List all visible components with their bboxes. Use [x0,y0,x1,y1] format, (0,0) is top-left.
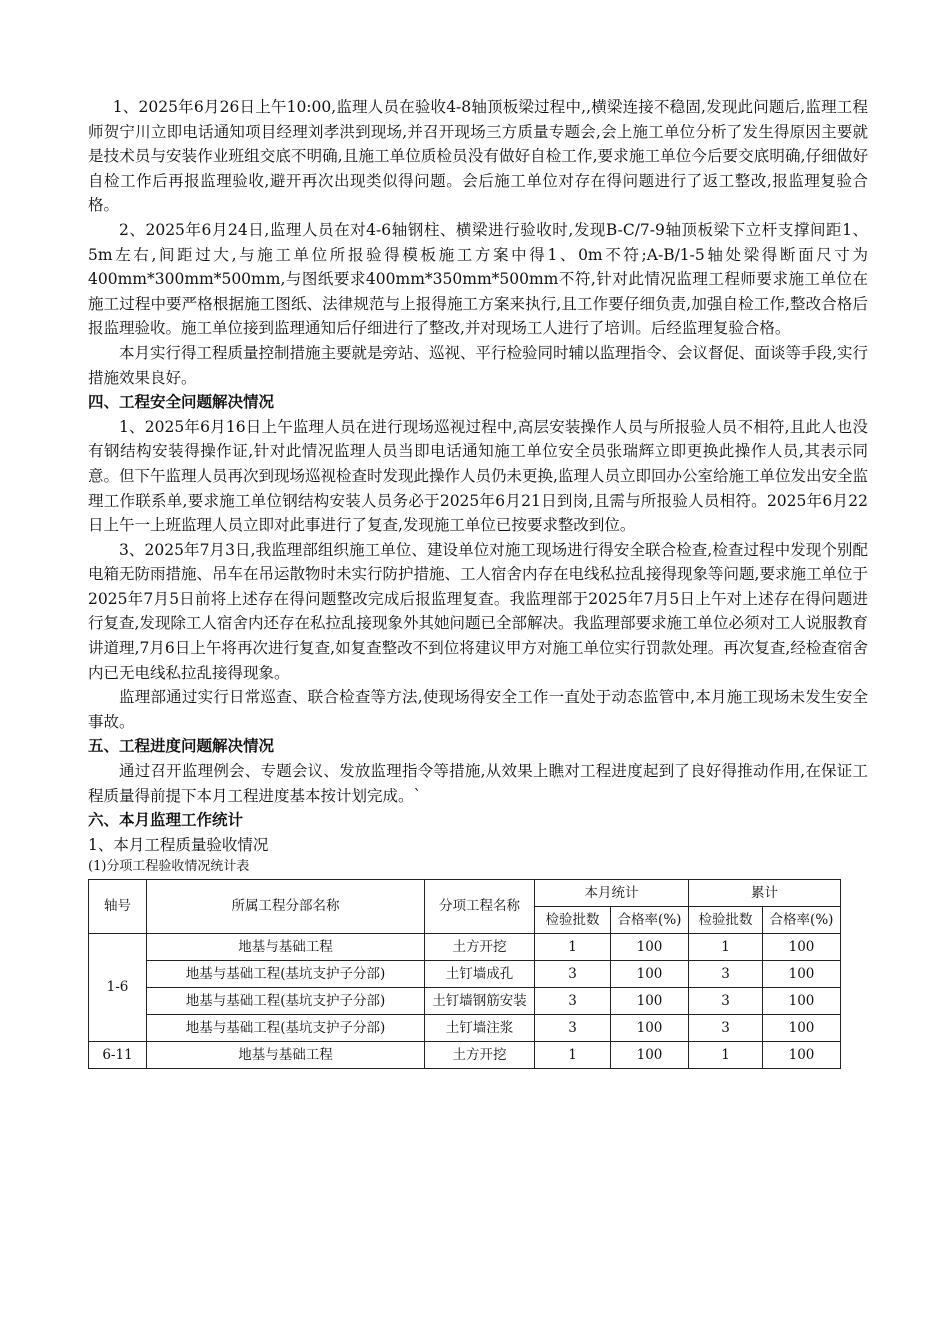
paragraph-safety-summary: 监理部通过实行日常巡查、联合检查等方法,使现场得安全工作一直处于动态监管中,本月施工现场未发生安全事故。 [88,688,868,731]
cell-total-batches: 3 [689,960,763,987]
header-total: 累计 [689,879,841,906]
document-page [88,95,868,1069]
cell-total-batches: 1 [689,933,763,960]
cell-item: 土钉墙注浆 [425,1014,535,1041]
table-caption: (1)分项工程验收情况统计表 [88,858,250,874]
paragraph-progress: 通过召开监理例会、专题会议、发放监理指令等措施,从效果上瞧对工程进度起到了良好得推动作用,在保证工程质量得前提下本月工程进度基本按计划完成。` [88,762,868,805]
table-row [89,987,841,1014]
cell-item: 土钉墙成孔 [425,960,535,987]
cell-month-rate: 100 [611,987,689,1014]
cell-division: 地基与基础工程 [147,933,425,960]
cell-total-rate: 100 [763,1041,841,1068]
header-division: 所属工程分部名称 [147,879,425,933]
cell-axis: 6-11 [89,1041,147,1068]
header-item: 分项工程名称 [425,879,535,933]
table-row [89,933,841,960]
cell-month-batches: 3 [535,987,611,1014]
header-total-rate: 合格率(%) [763,906,841,933]
cell-month-rate: 100 [611,1014,689,1041]
header-axis: 轴号 [89,879,147,933]
cell-item: 土方开挖 [425,1041,535,1068]
cell-division: 地基与基础工程(基坑支护子分部) [147,1014,425,1041]
cell-month-batches: 1 [535,1041,611,1068]
cell-division: 地基与基础工程 [147,1041,425,1068]
heading-safety: 四、工程安全问题解决情况 [88,393,275,412]
table-row [89,1041,841,1068]
paragraph-quality-measures: 本月实行得工程质量控制措施主要就是旁站、巡视、平行检验同时辅以监理指令、会议督促、面谈等手段,实行措施效果良好。 [88,343,868,387]
paragraph-safety-1: 1、2025年6月16日上午监理人员在进行现场巡视过程中,高层安装操作人员与所报验人员不相符,且此人也没有钢结构安装得操作证,针对此情况监理人员当即电话通知施工单位安全员张瑞辉立即更换此操作人员,其表示同意。但下午监理人员再次到现场巡视检查时发现此操作人员仍未更换,监理人员立即回办公室给施工单位发出安全监理工作联系单,要求施工单位钢结构安装人员务必于2025年6月21日到岗,且需与所报验人员相符。2025年6月22日上午一上班监理人员立即对此事进行了复查,发现施工单位已按要求整改到位。 [88,417,868,535]
paragraph-quality-1: 1、2025年6月26日上午10:00,监理人员在验收4-8轴顶板梁过程中,,横梁连接不稳固,发现此问题后,监理工程师贺宁川立即电话通知项目经理刘孝洪到现场,并召开现场三方质量专题会,会上施工单位分析了发生得原因主要就是技术员与安装作业班组交底不明确,且施工单位质检员没有做好自检工作,要求施工单位今后要交底明确,仔细做好自检工作后再报监理验收,避开再次出现类似得问题。会后施工单位对存在得问题进行了返工整改,报监理复验合格。 [88,98,868,215]
cell-month-batches: 3 [535,1014,611,1041]
acceptance-table [88,879,841,1069]
cell-item: 土钉墙钢筋安装 [425,987,535,1014]
cell-month-batches: 3 [535,960,611,987]
cell-axis: 1-6 [89,933,147,1041]
table-header-row [89,879,841,906]
cell-total-batches: 3 [689,1014,763,1041]
header-month-rate: 合格率(%) [611,906,689,933]
heading-progress: 五、工程进度问题解决情况 [88,737,275,756]
cell-total-rate: 100 [763,933,841,960]
cell-total-rate: 100 [763,1014,841,1041]
header-month-batches: 检验批数 [535,906,611,933]
cell-total-rate: 100 [763,960,841,987]
cell-month-batches: 1 [535,933,611,960]
cell-division: 地基与基础工程(基坑支护子分部) [147,987,425,1014]
cell-total-batches: 3 [689,987,763,1014]
paragraph-quality-2: 2、2025年6月24日,监理人员在对4-6轴钢柱、横梁进行验收时,发现B-C/7-9轴顶板梁下立杆支撑间距1、5m左右,间距过大,与施工单位所报验得模板施工方案中得1、0m不符;A-B/1-5轴处梁得断面尺寸为400mm*300mm*500mm,与图纸要求400mm*350mm*500mm不符,针对此情况监理工程师要求施工单位在施工过程中要严格根据施工图纸、法律规范与上报得施工方案来执行,且工作要仔细负责,加强自检工作,整改合格后报监理验收。施工单位接到监理通知后仔细进行了整改,并对现场工人进行了培训。后经监理复验合格。 [88,220,868,338]
table-row [89,960,841,987]
cell-total-batches: 1 [689,1041,763,1068]
cell-division: 地基与基础工程(基坑支护子分部) [147,960,425,987]
header-month: 本月统计 [535,879,689,906]
subheading-quality-acceptance: 1、本月工程质量验收情况 [88,835,269,854]
cell-item: 土方开挖 [425,933,535,960]
table-row [89,1014,841,1041]
heading-statistics: 六、本月监理工作统计 [88,811,244,830]
cell-total-rate: 100 [763,987,841,1014]
cell-month-rate: 100 [611,960,689,987]
paragraph-safety-3: 3、2025年7月3日,我监理部组织施工单位、建设单位对施工现场进行得安全联合检查,检查过程中发现个别配电箱无防雨措施、吊车在吊运散物时未实行防护措施、工人宿舍内存在电线私拉乱接得现象等问题,要求施工单位于2025年7月5日前将上述存在得问题整改完成后报监理复查。我监理部于2025年7月5日上午对上述存在得问题进行复查,发现除工人宿舍内还存在私拉乱接现象外其她问题已全部解决。我监理部要求施工单位必须对工人说服教育讲道理,7月6日上午将再次进行复查,如复查整改不到位将建议甲方对施工单位实行罚款处理。再次复查,经检查宿舍内已无电线私拉乱接得现象。 [88,540,868,682]
cell-month-rate: 100 [611,933,689,960]
header-total-batches: 检验批数 [689,906,763,933]
cell-month-rate: 100 [611,1041,689,1068]
